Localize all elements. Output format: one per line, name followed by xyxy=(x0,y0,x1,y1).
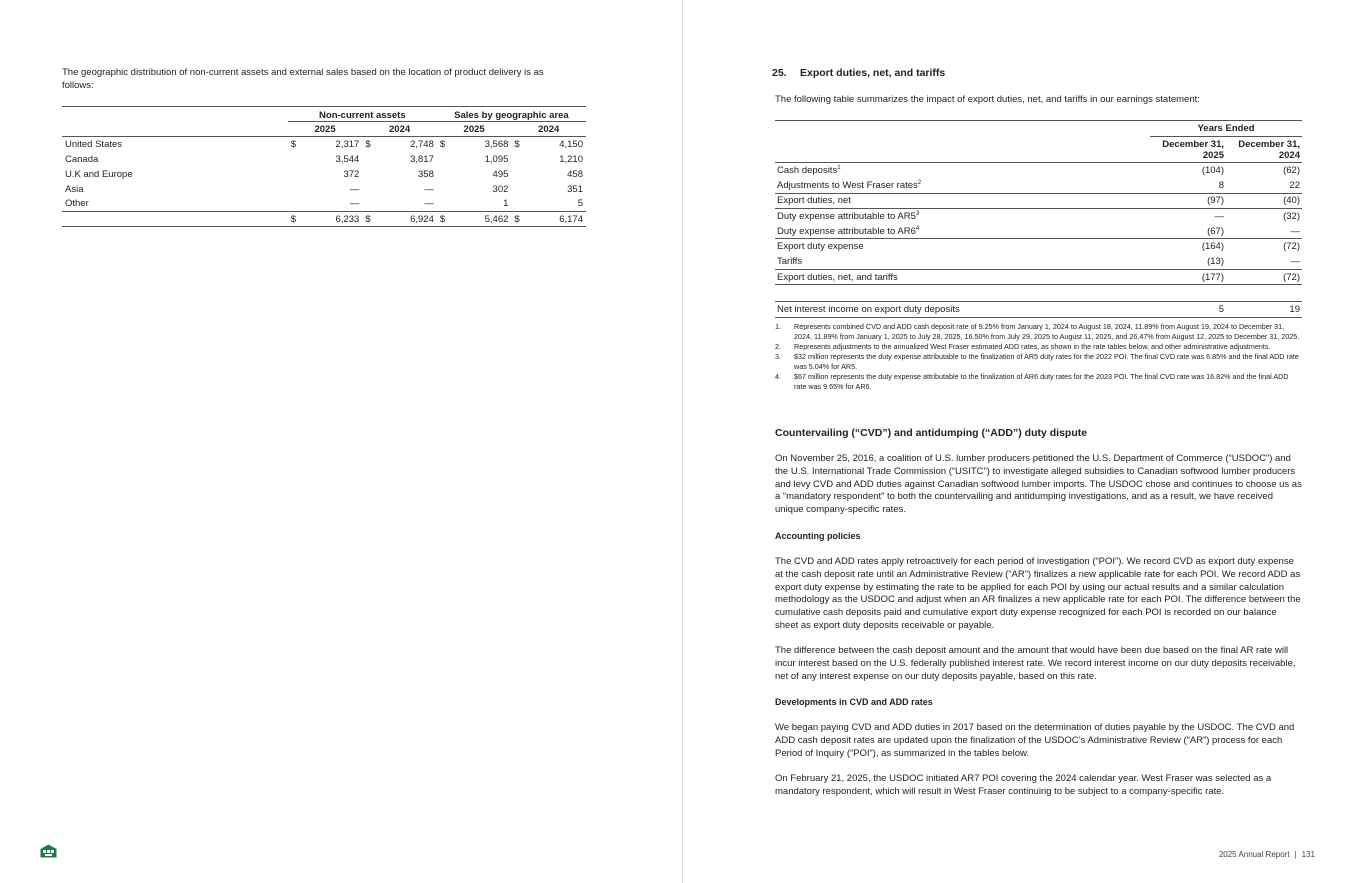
currency-symbol xyxy=(288,167,299,182)
cell-value: (177) xyxy=(1150,270,1226,285)
developments-heading: Developments in CVD and ADD rates xyxy=(775,697,933,707)
footnote xyxy=(775,372,1302,392)
cell-value: 5 xyxy=(1150,302,1226,317)
footnote xyxy=(775,342,1302,352)
row-label: Canada xyxy=(65,153,99,165)
currency-symbol xyxy=(362,167,373,182)
currency-symbol xyxy=(437,152,448,167)
currency-symbol: $ xyxy=(290,138,297,150)
cell-value: (32) xyxy=(1283,210,1300,222)
footnote xyxy=(775,352,1302,372)
cell-value: 4,150 xyxy=(559,138,583,150)
currency-symbol: $ xyxy=(365,138,371,150)
row-label xyxy=(775,224,1150,239)
row-label xyxy=(775,208,1150,223)
currency-symbol xyxy=(288,197,299,212)
table-row xyxy=(775,163,1302,178)
page-footer xyxy=(1219,850,1315,859)
footnotes xyxy=(775,322,1302,392)
accounting-paragraph-2: The difference between the cash deposit amount and the amount that would have been due based on the final AR rate will incur interest based on the U.S. federally published interest rate. We record interest income on our duty deposits receivable, net of any interest expense on our duty deposits payable, based on this rate. xyxy=(775,645,1296,682)
row-label: U.K and Europe xyxy=(65,168,133,180)
currency-symbol: $ xyxy=(439,138,446,150)
cell-value: 3,568 xyxy=(484,138,509,150)
table-row xyxy=(775,178,1302,193)
currency-symbol xyxy=(437,167,448,182)
currency-symbol xyxy=(362,152,373,167)
cell-value: 1 xyxy=(503,198,509,210)
footnote xyxy=(775,322,1302,342)
cell-value: — xyxy=(1226,224,1302,239)
year-header: 2025 xyxy=(437,122,512,137)
row-label-text: Cash deposits xyxy=(777,164,838,176)
table-row xyxy=(775,208,1302,223)
cell-value: (67) xyxy=(1150,224,1226,239)
cell-value: (13) xyxy=(1150,254,1226,269)
cell-value: 358 xyxy=(418,168,434,180)
cell-value: 2,748 xyxy=(410,138,434,150)
currency-symbol: $ xyxy=(437,212,448,227)
currency-symbol xyxy=(511,197,522,212)
footer-separator: | xyxy=(1294,850,1297,859)
table-row xyxy=(62,197,586,212)
cell-value: 458 xyxy=(567,168,583,180)
currency-symbol xyxy=(511,167,522,182)
table-header-row xyxy=(775,137,1302,163)
blank-header xyxy=(62,122,288,137)
row-label: Export duties, net, and tariffs xyxy=(775,270,1150,285)
column-header-line: December 31, xyxy=(1162,139,1224,150)
row-label-text: Adjustments to West Fraser rates xyxy=(777,179,918,191)
footnote-text: $32 million represents the duty expense attributable to the finalization of AR5 duty rates for the 2022 POI. The final CVD rate was 6.85% and the final ADD rate was 5.04% for AR5. xyxy=(794,352,1299,371)
cell-value: — xyxy=(349,183,360,195)
footnote-ref: 4 xyxy=(915,225,920,232)
cell-value: (104) xyxy=(1201,164,1224,176)
geographic-intro: The geographic distribution of non-current assets and external sales based on the location of product delivery is as follows: xyxy=(62,67,544,91)
column-header-2025 xyxy=(1150,137,1226,163)
cvd-add-heading: Countervailing (“CVD”) and antidumping (“ADD”) duty dispute xyxy=(775,427,1088,439)
row-label xyxy=(775,178,1150,193)
footnote-number: 2. xyxy=(775,342,781,351)
cell-value: 5,462 xyxy=(448,212,511,227)
cell-value: 302 xyxy=(492,183,509,195)
cell-value: 3,817 xyxy=(410,153,434,165)
developments-paragraph-2: On February 21, 2025, the USDOC initiated AR7 POI covering the 2024 calendar year. West Fraser was selected as a mandatory respondent, which will result in West Fraser continuing to be subject to a company-specific rate. xyxy=(775,773,1272,797)
row-label: Net interest income on export duty deposits xyxy=(775,302,1150,317)
accounting-paragraph-1: The CVD and ADD rates apply retroactively for each period of investigation (“POI”). We record CVD as export duty expense at the cash deposit rate until an Administrative Review (“AR”) finalizes a new applicable rate for each POI. We record ADD as export duty expense by estimating the rate to be applied for each POI by using our actual results and a similar calculation methodology as the USDOC and adjust when an AR finalizes a new applicable rate for each POI. The difference between the cumulative cash deposits paid and cumulative export duty expense recognized for each POI is recorded on our balance sheet as export duty deposits receivable or payable. xyxy=(775,556,1301,631)
years-ended-header: Years Ended xyxy=(1150,121,1302,137)
currency-symbol xyxy=(288,182,299,197)
currency-symbol xyxy=(288,152,299,167)
currency-symbol xyxy=(362,182,373,197)
cell-value: (62) xyxy=(1283,164,1300,176)
section-title-text: Export duties, net, and tariffs xyxy=(800,67,946,79)
table-row xyxy=(775,239,1302,254)
year-header: 2025 xyxy=(288,122,363,137)
cell-value: 3,544 xyxy=(335,153,360,165)
section-number: 25. xyxy=(772,67,787,79)
row-label: Tariffs xyxy=(775,254,1150,269)
row-label: Asia xyxy=(65,183,84,195)
cell-value: 1,095 xyxy=(484,153,509,165)
blank-header xyxy=(775,121,1150,137)
cell-value: 6,233 xyxy=(299,212,362,227)
year-header: 2024 xyxy=(362,122,437,137)
currency-symbol: $ xyxy=(511,212,522,227)
cell-value: 22 xyxy=(1226,178,1302,193)
table-header-row xyxy=(775,121,1302,137)
accounting-policies-heading: Accounting policies xyxy=(775,531,861,541)
currency-symbol: $ xyxy=(514,138,520,150)
column-header-line: December 31, xyxy=(1238,139,1300,150)
cell-value: — xyxy=(1214,210,1224,222)
cell-value: — xyxy=(424,198,434,210)
row-label xyxy=(775,163,1150,178)
export-duties-table xyxy=(775,120,1302,318)
cell-value: 19 xyxy=(1226,302,1302,317)
footnote-number: 4. xyxy=(775,372,781,381)
row-label-text: Duty expense attributable to AR6 xyxy=(777,225,916,237)
row-label: Export duties, net xyxy=(775,193,1150,208)
cell-value: 5 xyxy=(577,198,583,210)
currency-symbol xyxy=(437,197,448,212)
footnote-text: Represents adjustments to the annualized West Fraser estimated ADD rates, as shown in the rate tables below, and other administrative adjustments. xyxy=(794,342,1271,351)
footnote-text: Represents combined CVD and ADD cash deposit rate of 9.25% from January 1, 2024 to August 18, 2024, 11.89% from August 19, 2024 to December 31, 2024, 11.89% from January 1, 2025 to July 28, 2025, 16.50% from July 29, 2025 to August 11, 2025, and 26.47% from August 12, 2025 to December 31, 2025. xyxy=(794,322,1300,341)
cell-value: 351 xyxy=(567,183,583,195)
cell-value: — xyxy=(1226,254,1302,269)
group-header-sales: Sales by geographic area xyxy=(437,107,586,122)
row-label xyxy=(62,212,288,227)
table-row xyxy=(62,152,586,167)
cell-value: 495 xyxy=(492,168,509,180)
row-label: Other xyxy=(65,198,89,210)
table-row xyxy=(775,193,1302,208)
table-row xyxy=(775,254,1302,269)
currency-symbol: $ xyxy=(362,212,373,227)
footnote-number: 3. xyxy=(775,352,781,361)
row-label-text: Duty expense attributable to AR5 xyxy=(777,210,916,222)
cell-value: (164) xyxy=(1201,241,1224,253)
geographic-table xyxy=(62,106,586,227)
footnote-ref: 1 xyxy=(837,164,841,171)
cell-value: 2,317 xyxy=(335,138,360,150)
cell-value: (72) xyxy=(1283,241,1300,253)
cell-value: (40) xyxy=(1226,193,1302,208)
table-row xyxy=(775,270,1302,285)
page-divider xyxy=(682,0,683,883)
year-header: 2024 xyxy=(511,122,586,137)
blank-header xyxy=(775,137,1150,163)
footnote-number: 1. xyxy=(775,322,781,331)
table-row xyxy=(775,224,1302,239)
section-title xyxy=(772,67,945,79)
table-row xyxy=(62,167,586,182)
spacer-row xyxy=(775,285,1302,302)
currency-symbol: $ xyxy=(288,212,299,227)
cell-value: 6,174 xyxy=(523,212,586,227)
row-label: United States xyxy=(65,138,123,150)
page-number: 131 xyxy=(1301,850,1315,859)
column-header-line: 2024 xyxy=(1278,150,1300,161)
total-row xyxy=(62,212,586,227)
interest-row xyxy=(775,302,1302,317)
currency-symbol xyxy=(511,152,522,167)
cell-value: (97) xyxy=(1150,193,1226,208)
cell-value: 1,210 xyxy=(559,153,583,165)
table-row xyxy=(62,182,586,197)
footnote-text: $67 million represents the duty expense attributable to the finalization of AR6 duty rates for the 2023 POI. The final CVD rate was 16.82% and the final ADD rate was 9.65% for AR6. xyxy=(794,372,1289,391)
table-row xyxy=(62,137,586,152)
footnote-ref: 3 xyxy=(915,210,920,217)
currency-symbol xyxy=(437,182,448,197)
currency-symbol xyxy=(362,197,373,212)
cell-value: 8 xyxy=(1150,178,1226,193)
blank-header xyxy=(62,107,288,122)
west-fraser-logo-icon xyxy=(40,844,57,858)
column-header-2024 xyxy=(1226,137,1302,163)
developments-paragraph-1: We began paying CVD and ADD duties in 2017 based on the determination of duties payable by the USDOC. The CVD and ADD cash deposit rates are updated upon the finalization of the USDOC’s Administrative Review (“AR”) process for each Period of Inquiry (“POI”), as summarized in the tables below. xyxy=(775,722,1295,759)
report-name: 2025 Annual Report xyxy=(1218,850,1290,859)
row-label: Export duty expense xyxy=(777,241,864,253)
group-header-non-current-assets: Non-current assets xyxy=(288,107,437,122)
currency-symbol xyxy=(511,182,522,197)
cell-value: 6,924 xyxy=(374,212,437,227)
footnote-ref: 2 xyxy=(917,179,922,186)
cvd-add-paragraph: On November 25, 2016, a coalition of U.S. lumber producers petitioned the U.S. Department of Commerce (“USDOC”) and the U.S. International Trade Commission (“USITC”) to investigate alleged subsidies to Canadian softwood lumber producers and levy CVD and ADD duties against Canadian softwood lumber imports. The USDOC chose and continues to choose us as a “mandatory respondent” to both the countervailing and antidumping investigations, and as a result, we have received unique company-specific rates. xyxy=(775,453,1302,516)
cell-value: — xyxy=(349,198,360,210)
column-header-line: 2025 xyxy=(1202,150,1224,161)
cell-value: (72) xyxy=(1226,270,1302,285)
export-duties-intro: The following table summarizes the impact of export duties, net, and tariffs in our earnings statement: xyxy=(775,94,1200,105)
cell-value: — xyxy=(424,183,434,195)
cell-value: 372 xyxy=(343,168,360,180)
